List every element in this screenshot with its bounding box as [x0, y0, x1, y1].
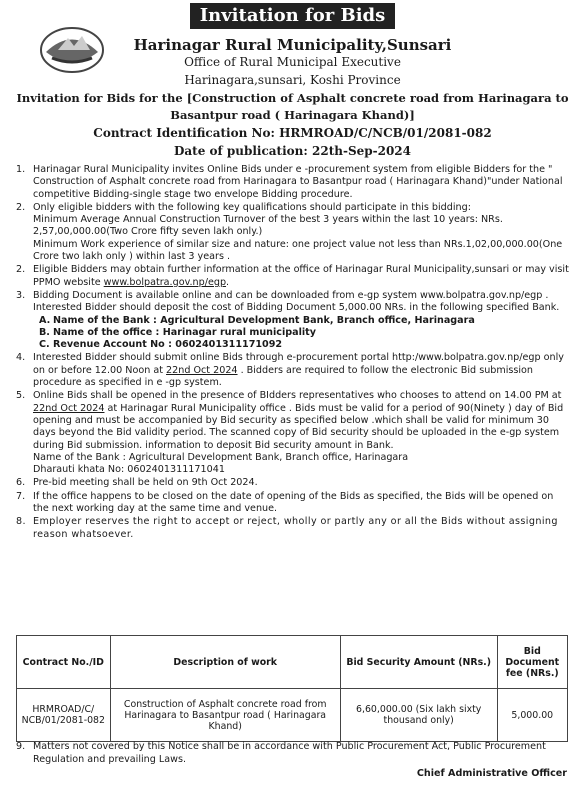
notice-body [16, 164, 572, 542]
col-fee: Bid Document fee (NRs.) [497, 636, 567, 689]
contract-id: Contract Identification No: HRMROAD/C/NCB/01/2081-082 [93, 126, 492, 140]
col-security: Bid Security Amount (NRs.) [340, 636, 497, 689]
org-name: Harinagar Rural Municipality,Sunsari [133, 36, 452, 54]
address: Harinagara,sunsari, Koshi Province [184, 73, 401, 87]
list-item: 7. If the office happens to be closed on the date of opening of the Bids as specified, the Bids will be opened on the next working day at the same time and venue. [16, 490, 554, 515]
footer-note: 9. Matters not covered by this Notice shall be in accordance with Public Procurement Act, Public Procurement Regulation and prevailing Laws. [16, 741, 546, 765]
list-item: 8. Employer reserves the right to accept or reject, wholly or partly any or all the Bids without assigning reason whatsoever. [16, 516, 558, 540]
list-item: 1. Harinagar Rural Municipality invites Online Bids under e -procurement system from eligible Bidders for the " Construction of Asphalt concrete road from Harinagara to Basantpur road ( Harinagara Khand)"under National competitive Bidding-single stage two envelope Bidding procedure. [16, 164, 563, 200]
publication-date: Date of publication: 22th-Sep-2024 [173, 144, 412, 158]
list-item: 3. Bidding Document is available online and can be downloaded from e-gp system www.bolpatra.gov.np/egp . Interested Bidder should deposit the cost of Bidding Document 5,000.00 NRs. in the following specified Bank. A. Name of the Bank : Agricultural Development Bank, Branch office, Harinagara B. Name of the office : Harinagar rural municipality C. Revenue Account No : 0602401311171092 [16, 289, 560, 351]
invitation-title: Invitation for Bids for the [Construction of Asphalt concrete road from Harinagara to Basantpur road ( Harinagara Khand)] [16, 91, 569, 122]
table-row: HRMROAD/C/ NCB/01/2081-082 Construction of Asphalt concrete road from Harinagara to Basantpur road ( Harinagara Khand) 6,60,000.00 (Six lakh sixty thousand only) 5,000.00 [17, 689, 568, 742]
list-item: 4. Interested Bidder should submit online Bids through e-procurement portal http:/www.bolpatra.gov.np/egp only on or before 12.00 Noon at 22nd Oct 2024 . Bidders are required to follow the electronic Bid submission procedure as specified in e -gp system. [16, 352, 564, 389]
signatory: Chief Administrative Officer [416, 768, 567, 779]
col-contract: Contract No./ID [17, 636, 111, 689]
office-name: Office of Rural Municipal Executive [184, 55, 401, 69]
bid-table [16, 635, 568, 742]
list-item: 2. Only eligible bidders with the following key qualifications should participate in this bidding: Minimum Average Annual Construction Turnover of the best 3 years within the last 10 years: NRs. 2,57,00,000.00(Two Crore fifty seven lakh only.) Minimum Work experience of similar size and nature: one project value not less than NRs.1,02,00,000.00(One Crore two lakh only ) within last 3 years . [16, 201, 563, 263]
list-item: 5. Online Bids shall be opened in the presence of BIdders representatives who chooses to attend on 14.00 PM at 22nd Oct 2024 at Harinagar Rural Municipality office . Bids must be valid for a period of 90(Ninety ) day of Bid opening and must be accompanied by Bid security as specified below .which shall be valid for minimum 30 days beyond the Bid validity period. The scanned copy of Bid security should be uploaded in the e-gp system during Bid submission. information to deposit Bid security amount in Bank. Name of the Bank : Agricultural Development Bank, Branch office, Harinagara Dharauti khata No: 0602401311171041 [16, 390, 564, 476]
list-item: 6. Pre-bid meeting shall be held on 9th Oct 2024. [16, 477, 258, 489]
table-header-row [17, 636, 568, 689]
ppmo-link[interactable]: www.bolpatra.gov.np/egp [103, 276, 227, 288]
col-description: Description of work [110, 636, 340, 689]
title-banner: Invitation for Bids [190, 3, 395, 29]
list-item: 2. Eligible Bidders may obtain further information at the office of Harinagar Rural Municipality,sunsari or may visit PPMO website www.bolpatra.gov.np/egp. [16, 264, 569, 288]
